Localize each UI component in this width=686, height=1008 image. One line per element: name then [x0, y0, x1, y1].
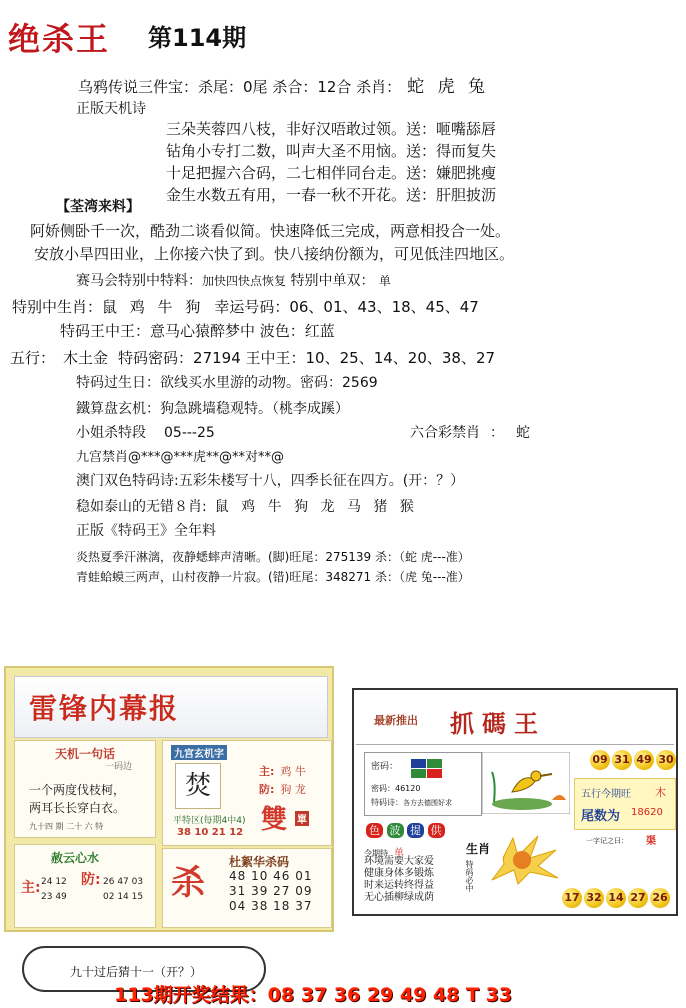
page-title: 绝杀王 [8, 20, 111, 58]
race-line: 赛马会特别中特料：加快四快点恢复 特别中单双： 单 [76, 273, 391, 289]
double-char: 雙 [261, 805, 288, 835]
number-ball: 09 [590, 750, 610, 770]
wuxing-line: 五行： 木土金 特码密码：27194 王中王：10、25、14、20、38、27 [10, 349, 496, 367]
number-ball: 30 [656, 750, 676, 770]
pwd-poem: 特码诗：各方去德围好求 [371, 798, 452, 807]
heart-zhu: 主: [21, 880, 41, 896]
tianji-title: 天机一句话 [55, 747, 116, 761]
zhuama-header [356, 692, 674, 745]
heart-fang-nums: 26 47 03 02 14 15 [103, 877, 144, 902]
frog-line: 青蛙蛤蟆三两声，山村夜静一片寂。(错)旺尾：348271 杀：（虎 兔---准） [76, 570, 470, 584]
poem-line: 三朵芙蓉四八枝，非好汉唔敢过领。送：咂嘴舔唇 [166, 120, 497, 138]
crow-legend: 乌鸦传说三件宝：杀尾：0尾 杀合：12合 杀肖： 蛇 虎 兔 [78, 77, 489, 97]
pingte-nums: 38 10 21 12 [177, 827, 244, 838]
zodiac-line: 特别中生肖：鼠 鸡 牛 狗 幸运号码：06、01、43、18、45、47 [12, 298, 479, 316]
paragraph-line: 安放小旱四田业，上你接六快了到。快八接纳份额为，可见低洼四地区。 [34, 245, 515, 263]
issue-number: 第114期 [148, 24, 247, 52]
wuxing-value: 木 [655, 786, 666, 799]
single-tag: 單 [295, 811, 309, 826]
birthday-line: 特码过生日：欲线买水里游的动物。密码：2569 [76, 375, 378, 391]
leifeng-panel [4, 666, 334, 932]
number-ball: 17 [562, 888, 582, 908]
result-line: 113期开奖结果：08 37 36 29 49 48 T 33 [114, 984, 513, 1006]
poem-heading: 正版天机诗 [76, 101, 146, 117]
paragraph-line: 阿娇侧卧千一次，酷劲二谈看似简。快速降低三完成，两意相投合一处。 [30, 222, 511, 240]
king-line: 特码王中王：意马心猿醉梦中 波色：红蓝 [60, 322, 335, 340]
poem-line: 金生水数五有用，一春一秋不开花。送：肝胆披沥 [166, 186, 497, 204]
tianji-line: 两耳长长穿白衣。 [29, 801, 126, 815]
tianji-sub: 一码边 [105, 762, 133, 772]
bird-icon [482, 752, 570, 814]
rooster-icon [478, 830, 568, 886]
nine-palace-line: 九宫禁肖@***@***虎**@**对**@ [76, 450, 285, 465]
number-ball: 14 [606, 888, 626, 908]
kill-box [162, 848, 332, 928]
annual-line: 正版《特码王》全年料 [76, 523, 216, 539]
pwd-label: 密码： [371, 762, 399, 772]
pingte-label: 平特区(每期4中4) [173, 816, 246, 826]
flag-icon [411, 759, 443, 779]
heart-fang: 防: [81, 872, 101, 888]
zhuama-sub: 最新推出 [374, 714, 418, 727]
steady-line: 稳如泰山的无错８肖: 鼠 鸡 牛 狗 龙 马 猪 猴 [76, 499, 418, 515]
tail-label: 尾数为 [581, 809, 621, 824]
heart-box [14, 844, 156, 928]
section-label: 【荃湾来料】 [56, 199, 140, 215]
jiugong-char: 焚 [175, 763, 221, 809]
number-ball: 27 [628, 888, 648, 908]
jiugong-box [162, 740, 332, 846]
six-ban-line: 六合彩禁肖 ： 蛇 [410, 425, 530, 441]
zhuama-title: 抓碼王 [450, 709, 546, 738]
qu-char: 渠 [646, 836, 656, 847]
zhuama-poem: 环境需要大家爱 健康身体多锻炼 时来运转终得益 无心插柳绿成荫 [364, 856, 434, 903]
heart-title: 赦云心水 [51, 851, 100, 865]
fang-line: 防: 狗 龙 [259, 783, 306, 796]
color-row: 色 波 提 供 [366, 822, 445, 838]
yi-label: 一字记之曰： [586, 837, 628, 845]
kill-nums: 48 10 46 01 31 39 27 09 04 38 18 37 [229, 869, 313, 913]
poem-line: 十足把握六合码，二七相伴同台走。送：嫌肥挑瘦 [166, 164, 497, 182]
leifeng-title: 雷锋内幕报 [29, 692, 180, 725]
tianji-box [14, 740, 156, 838]
miss-line: 小姐杀特段 05---25 [76, 425, 215, 441]
number-ball: 26 [650, 888, 670, 908]
number-ball: 31 [612, 750, 632, 770]
macau-line: 澳门双色特码诗:五彩朱楼写十八，四季长征在四方。(开：？） [76, 473, 465, 489]
poem-line: 钻角小专打二数，叫声大圣不用恼。送：得而复失 [166, 142, 497, 160]
jiugong-title: 九宫玄机字 [171, 745, 227, 760]
shengxiao-label: 生肖 [466, 842, 491, 856]
ling-label: 令期特 单 [364, 848, 404, 859]
wuxing-label: 五行今期旺 [581, 789, 631, 800]
tianji-line: 一个两度伐枝柯， [29, 783, 126, 797]
cloud-text: 九十过后猜十一（开？） [70, 965, 203, 979]
heart-zhu-nums: 24 12 23 49 [41, 877, 67, 902]
password-box [364, 752, 482, 816]
zhuama-panel [352, 688, 678, 916]
tail-value: 18620 [631, 807, 663, 818]
number-ball: 49 [634, 750, 654, 770]
pwd-value: 密码：46120 [371, 784, 421, 793]
leifeng-header [14, 676, 328, 738]
hot-line: 炎热夏季汗淋漓，夜静蟋蟀声清晰。(脚)旺尾：275139 杀：（蛇 虎---准） [76, 550, 470, 564]
wuxing-box [574, 778, 676, 830]
tianji-foot: 九十四 期 二十 六 特 [29, 822, 104, 831]
abacus-line: 鐵算盘玄机：狗急跳墙稳观特。（桃李成蹊） [76, 401, 349, 417]
kill-title: 杜絮华杀码 [229, 855, 290, 869]
side-label: 特码必中 [465, 860, 474, 892]
kill-char: 杀 [171, 863, 205, 903]
zhu-line: 主: 鸡 牛 [259, 765, 306, 778]
number-ball: 32 [584, 888, 604, 908]
